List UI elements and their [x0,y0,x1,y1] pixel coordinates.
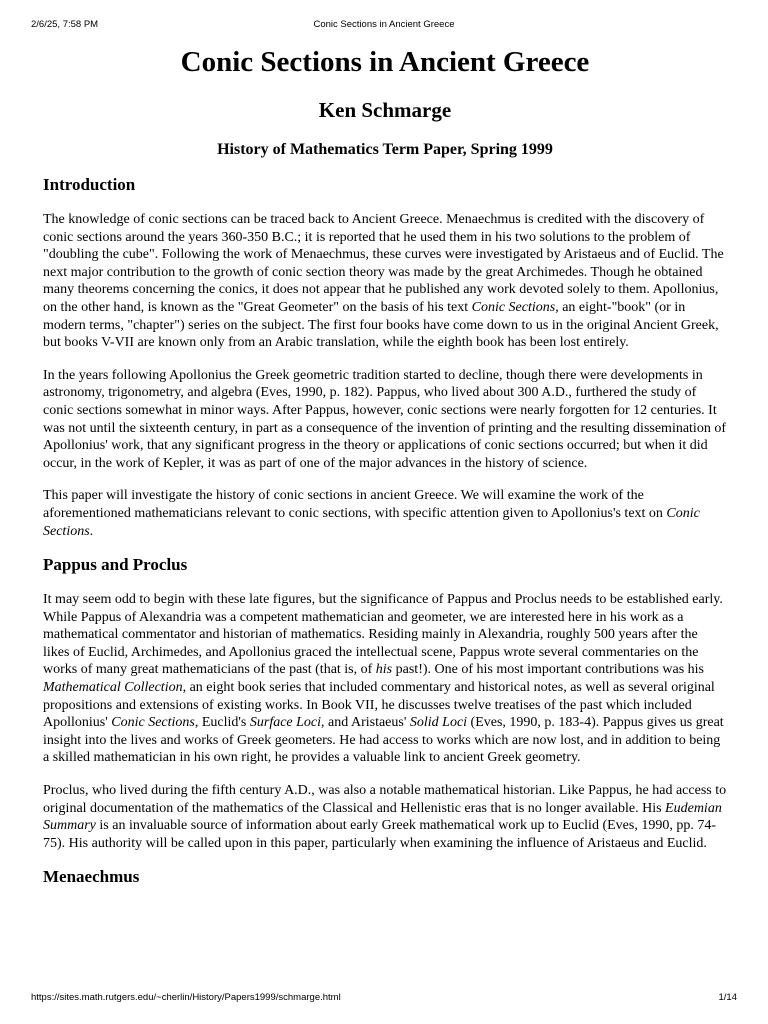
intro-p3-italic-conic-sections: Conic Sections [43,505,700,539]
pappus-p1-text-e: , an eight book series that included commentary and historical notes, as well as several original propositions and extensions of existing works. In Book VII, he discusses twelve treatises of the past which included Apollonius' [43,680,715,731]
print-footer [0,992,768,1006]
pappus-p1-italic-conic-sections: Conic Sections [111,715,195,731]
section-heading-pappus-proclus: Pappus and Proclus [43,555,188,575]
intro-p1-text-c: , an eight-"book" (or in modern terms, "chapter") series on the subject. The first four books have come down to us in the original Ancient Greek, but books V-VII are known only from an Arabic translation, while the eighth book has been lost entirely. [43,299,719,351]
pappus-p1-text-k: (Eves, 1990, p. 183-4). Pappus gives us great insight into the lives and works of Greek geometers. He had access to works which are now lost, and in addition to being a skilled mathematician in his own right, he provides a valuable link to ancient Greek geometry. [43,715,724,766]
print-page-title: Conic Sections in Ancient Greece [313,19,455,30]
pappus-p2-italic-eudemian-summary: Eudemian Summary [43,800,722,834]
section-heading-introduction: Introduction [43,175,136,194]
pappus-p1-italic-surface-loci: Surface Loci [249,715,322,731]
section-heading-menaechmus: Menaechmus [43,867,140,887]
pappus-p1-italic-solid-loci: Solid Loci [409,715,468,731]
document-subtitle: History of Mathematics Term Paper, Spring 1999 [217,141,553,158]
pappus-p1-text-i: , and Aristaeus' [321,715,410,731]
intro-p3-text-c: . [89,523,94,539]
pappus-paragraph-1 [43,591,727,767]
print-url: https://sites.math.rutgers.edu/~cherlin/History/Papers1999/schmarge.html [31,992,341,1003]
pappus-p2-text-a: Proclus, who lived during the fifth century A.D., was also a notable mathematical historian. Like Pappus, he had access to original documentation of the mathematics of the Classical and Hellenistic eras that is no longer available. His [43,783,727,816]
document-body [43,44,727,888]
pappus-paragraph-2 [43,782,727,852]
intro-p1-text-a: The knowledge of conic sections can be traced back to Ancient Greece. Menaechmus is credited with the discovery of conic sections around the years 360-350 B.C.; it is reported that he used them in his two solutions to the problem of "doubling the cube". Following the work of Menaechmus, these curves were investigated by Aristaeus and of Euclid. The next major contribution to the growth of conic section theory was made by the great Archimedes. Though he obtained many theorems concerning the conics, it does not appear that he published any work devoted solely to them. Apollonius, on the other hand, is known as the "Great Geometer" on the basis of his text [43,212,724,315]
print-header [0,19,768,33]
intro-paragraph-2: In the years following Apollonius the Greek geometric tradition started to decline, though there were developments in astronomy, trigonometry, and algebra (Eves, 1990, p. 182). Pappus, who lived about 300 A.D., furthered the study of conic sections somewhat in minor ways. After Pappus, however, conic sections were nearly forgotten for 12 centuries. It was not until the sixteenth century, in part as a consequence of the invention of printing and the resulting dissemination of Apollonius' work, that any significant progress in the theory or applications of conic sections occurred; but when it did occur, in the work of Kepler, it was as part of one of the major advances in the history of science. [43,367,726,471]
pappus-p1-text-g: , Euclid's [194,715,250,731]
print-datetime: 2/6/25, 7:58 PM [31,19,99,30]
pappus-p1-italic-collection: Mathematical Collection [43,680,183,696]
intro-p1-italic-conic-sections: Conic Sections [471,299,556,315]
pappus-p1-text-c: past!). One of his most important contributions was his [392,662,704,678]
intro-paragraph-3 [43,487,727,540]
document-title: Conic Sections in Ancient Greece [180,46,590,78]
document-author: Ken Schmarge [318,98,452,122]
intro-p3-text-a: This paper will investigate the history of conic sections in ancient Greece. We will examine the work of the aforementioned mathematicians relevant to conic sections, with specific attention given to Apollonius's text on [43,488,667,521]
pappus-p1-italic-his: his [375,662,393,678]
pappus-p1-text-a: It may seem odd to begin with these late figures, but the significance of Pappus and Proclus needs to be established early. While Pappus of Alexandria was a competent mathematician and geometer, we are interested here in his work as a mathematical commentator and historian of mathematics. Residing mainly in Alexandria, roughly 500 years after the likes of Euclid, Archimedes, and Apollonius graced the intellectual scene, Pappus wrote several commentaries on the works of many great mathematicians of the past (that is, of [43,592,723,678]
intro-paragraph-1 [43,211,727,352]
pappus-p2-text-c: is an invaluable source of information about early Greek mathematical work up to Euclid (Eves, 1990, pp. 74- 75). His authority will be called upon in this paper, particularly when examining the influence of Aristaeus and Euclid. [43,818,716,851]
print-page-counter: 1/14 [718,992,737,1003]
